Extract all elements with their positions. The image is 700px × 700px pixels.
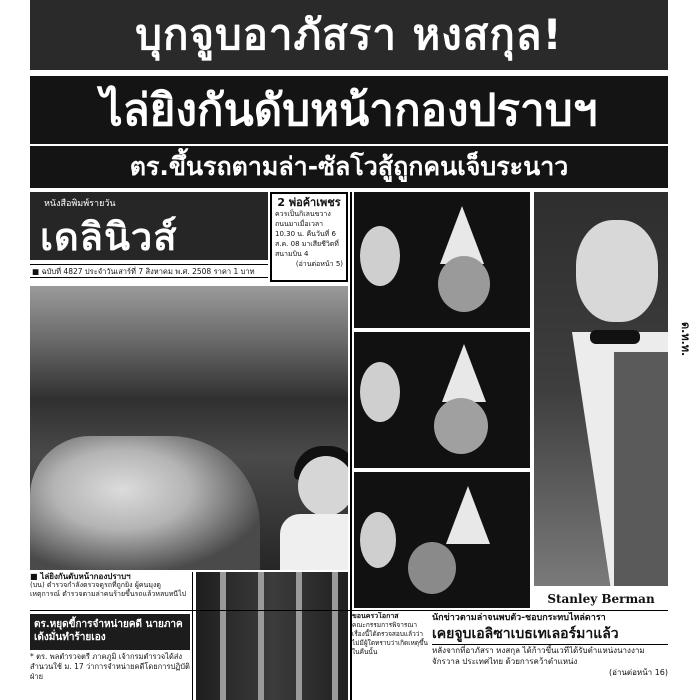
bar-shape <box>220 572 226 700</box>
boy-shirt-shape <box>280 514 348 570</box>
story-more: (อ่านต่อหน้า 16) <box>609 668 668 677</box>
face-shape <box>434 398 488 454</box>
jacket-shape <box>614 352 668 586</box>
middle-story-body: คณะกรรมการพิจารณาเรื่องนี้ได้ตรวจสอบแล้วว่าไม่มีผู้ใดทราบว่าเกิดเหตุขึ้นในคืนนั้น <box>352 621 428 656</box>
bowtie-shape <box>590 330 640 344</box>
crowd-caption-body: (บน) ตำรวจกำลังตรวจดูรถที่ถูกยิง ผู้คนมุงดูเหตุการณ์ ตำรวจตามล่าคนร้ายขึ้นรถแล้วหลบหนีไป <box>30 581 187 598</box>
sub-headline-text: ตร.ขึ้นรถตามล่า-ซัลโวสู้ถูกคนเจ็บระนาว <box>129 152 569 181</box>
main-headline <box>30 76 668 144</box>
bar-shape <box>258 572 264 700</box>
face-shape <box>408 542 456 594</box>
newspaper-logo: เดลินิวส์ <box>40 214 178 259</box>
bar-shape <box>296 572 302 700</box>
car-shape <box>30 436 260 570</box>
side-box-more: (อ่านต่อหน้า 5) <box>295 260 343 268</box>
berman-story <box>432 612 668 700</box>
crowd-caption-title: ■ ไล่ยิงกันดับหน้ากองปราบฯ <box>30 572 131 581</box>
crown-photo-3 <box>354 472 530 608</box>
bar-shape <box>332 572 338 700</box>
crowd-caption <box>30 572 190 612</box>
main-headline-text: ไล่ยิงกันดับหน้ากองปราบฯ <box>100 85 598 136</box>
side-box-title: 2 พ่อค้าเพชร <box>277 196 341 209</box>
masthead <box>30 192 268 260</box>
boy-face-shape <box>298 456 348 516</box>
side-box-body: ควรเป็นกิเลนขวางถนนมาเมื่อเวลา 10.30 น. คืนวันที่ 6 ส.ค. 08 มาเสียชีวิตที่สนามบิน 4 <box>275 210 339 258</box>
prison-photo <box>196 572 348 700</box>
column-rule <box>192 572 193 700</box>
crown-shape <box>442 344 486 402</box>
case-story-text: * ตร. พลตำรวจตรี ภาคภูมิ เจ้ากรมตำรวจได้ส่งสำนวนใช้ ม. 17 ว่าการจำหน่ายคดีโดยการปฏิบัติ ฝ่าย <box>30 652 190 681</box>
crown-shape <box>446 486 490 544</box>
head-shape <box>576 220 658 322</box>
crown-photo-2 <box>354 332 530 468</box>
crown-photo-1 <box>354 192 530 328</box>
middle-story-title: ขอนครวโอกาส <box>352 612 399 620</box>
story-body: หลังจากที่อาภัสรา หงสกุล ได้ก้าวขึ้นเวทีได้รับตำแหน่งนางงามจักรวาล ประเทศไทย ด้วยการคว้าตำแหน่ง <box>432 646 645 666</box>
face-shape <box>438 256 490 312</box>
top-headline <box>30 0 668 70</box>
sub-headline <box>30 146 668 188</box>
masthead-tagline: หนังสือพิมพ์รายวัน <box>44 199 116 209</box>
photo-caption-name: Stanley Berman <box>547 592 655 606</box>
column-rule <box>350 192 352 700</box>
face-shape <box>360 362 400 422</box>
top-headline-text: บุกจูบอาภัสรา หงสกุล! <box>135 10 563 59</box>
side-news-box <box>270 192 348 282</box>
berman-photo <box>534 192 668 586</box>
face-shape <box>360 226 400 286</box>
dateline: ■ ฉบับที่ 4827 ประจำวันเสาร์ที่ 7 สิงหาคม พ.ศ. 2508 ราคา 1 บาท <box>30 264 268 278</box>
face-shape <box>360 512 396 568</box>
middle-story <box>352 612 428 700</box>
side-label: ด.ท.ท. <box>679 322 692 357</box>
row-rule <box>30 610 668 611</box>
crowd-photo <box>30 286 348 570</box>
story-headline: เคยจูบเอลิซาเบธเทเลอร์มาแล้ว <box>432 624 668 645</box>
case-headline-box: ตร.หยุดขี้การจำหน่ายคดี นายภาคเด้งมั่นทำร้ายเอง <box>30 614 190 650</box>
story-kicker: นักข่าวตามล่าจนพบตัว-ชอบกระทบไหล่ดารา <box>432 613 606 623</box>
